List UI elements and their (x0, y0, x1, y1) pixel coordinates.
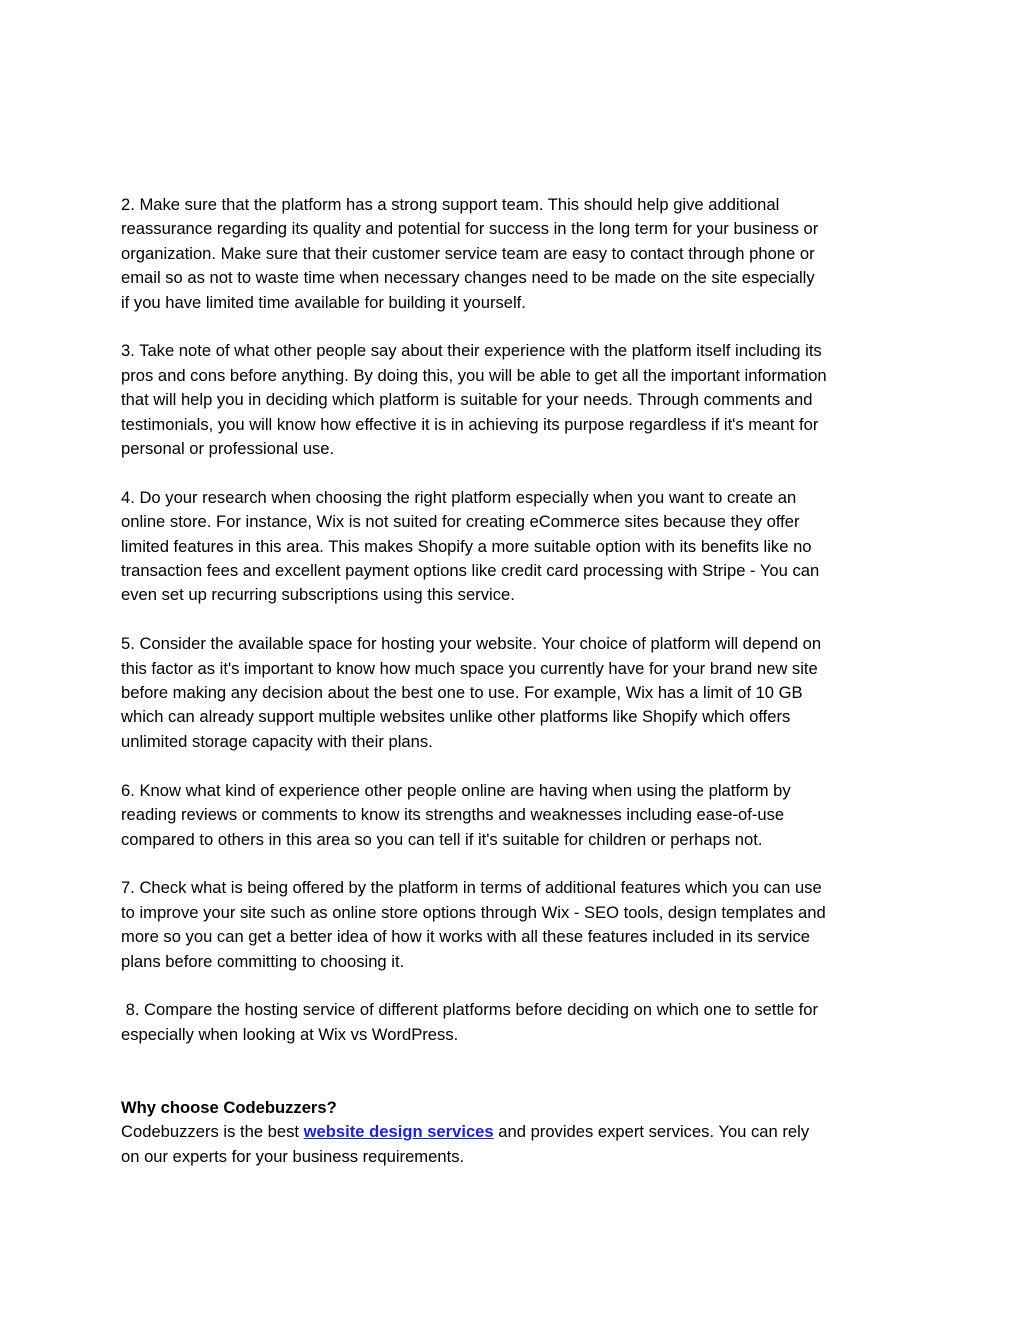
text-line: on our experts for your business requirements. (121, 1146, 465, 1166)
text-line: reading reviews or comments to know its strengths and weaknesses including ease-of-use (121, 805, 785, 825)
text-line: 8. Compare the hosting service of different platforms before deciding on which one to settle for (121, 1000, 819, 1020)
text-line: 6. Know what kind of experience other people online are having when using the platform by (121, 780, 791, 800)
text-line: email so as not to waste time when necessary changes need to be made on the site especially (121, 268, 815, 288)
text-line: reassurance regarding its quality and potential for success in the long term for your business or (121, 219, 819, 239)
text-line: 4. Do your research when choosing the right platform especially when you want to create an (121, 487, 797, 507)
text-line: plans before committing to choosing it. (121, 951, 405, 971)
text-line: 5. Consider the available space for hosting your website. Your choice of platform will depend on (121, 634, 822, 654)
text-line: this factor as it's important to know how much space you currently have for your brand new site (121, 658, 818, 678)
text-line: transaction fees and excellent payment options like credit card processing with Stripe - You can (121, 561, 820, 581)
website-design-services-link[interactable]: website design services (303, 1122, 494, 1142)
text-line: that will help you in deciding which platform is suitable for your needs. Through comments and (121, 390, 813, 410)
text-line: 2. Make sure that the platform has a strong support team. This should help give additional (121, 195, 780, 214)
text-line (121, 1120, 911, 1144)
text-line: pros and cons before anything. By doing this, you will be able to get all the important information (121, 365, 827, 385)
text-line: testimonials, you will know how effective it is in achieving its purpose regardless if it's meant for (121, 414, 819, 434)
paragraph-point-2 (121, 193, 911, 315)
text-line: online store. For instance, Wix is not suited for creating eCommerce sites because they offer (121, 512, 800, 532)
paragraph-point-4 (121, 486, 911, 608)
paragraph-point-7 (121, 876, 911, 974)
text-line: even set up recurring subscriptions using this service. (121, 585, 515, 605)
text-line: 3. Take note of what other people say about their experience with the platform itself including its (121, 341, 822, 361)
paragraph-point-5 (121, 632, 911, 754)
section-heading: Why choose Codebuzzers? (121, 1097, 337, 1117)
text-line: to improve your site such as online store options through Wix - SEO tools, design templates and (121, 902, 826, 922)
text-line: if you have limited time available for building it yourself. (121, 292, 526, 312)
document-body (121, 193, 911, 1169)
text-line: personal or professional use. (121, 439, 335, 459)
closing-text-before-link: Codebuzzers is the best (121, 1122, 304, 1142)
text-line: which can already support multiple websites unlike other platforms like Shopify which offers (121, 707, 791, 727)
paragraph-point-6 (121, 779, 911, 852)
text-line: unlimited storage capacity with their plans. (121, 731, 433, 751)
text-line: 7. Check what is being offered by the platform in terms of additional features which you can use (121, 878, 822, 898)
text-line: organization. Make sure that their customer service team are easy to contact through phone or (121, 243, 815, 263)
text-line: compared to others in this area so you can tell if it's suitable for children or perhaps not. (121, 829, 763, 849)
text-line: before making any decision about the best one to use. For example, Wix has a limit of 10 GB (121, 683, 803, 703)
spacer (121, 1072, 911, 1096)
text-line: limited features in this area. This makes Shopify a more suitable option with its benefits like no (121, 536, 812, 556)
paragraph-point-8 (121, 998, 911, 1047)
text-line: especially when looking at Wix vs WordPress. (121, 1024, 459, 1044)
closing-section (121, 1096, 911, 1169)
paragraph-point-3 (121, 339, 911, 461)
text-line: more so you can get a better idea of how it works with all these features included in its service (121, 927, 810, 947)
closing-text-after-link: and provides expert services. You can rely (493, 1122, 810, 1142)
